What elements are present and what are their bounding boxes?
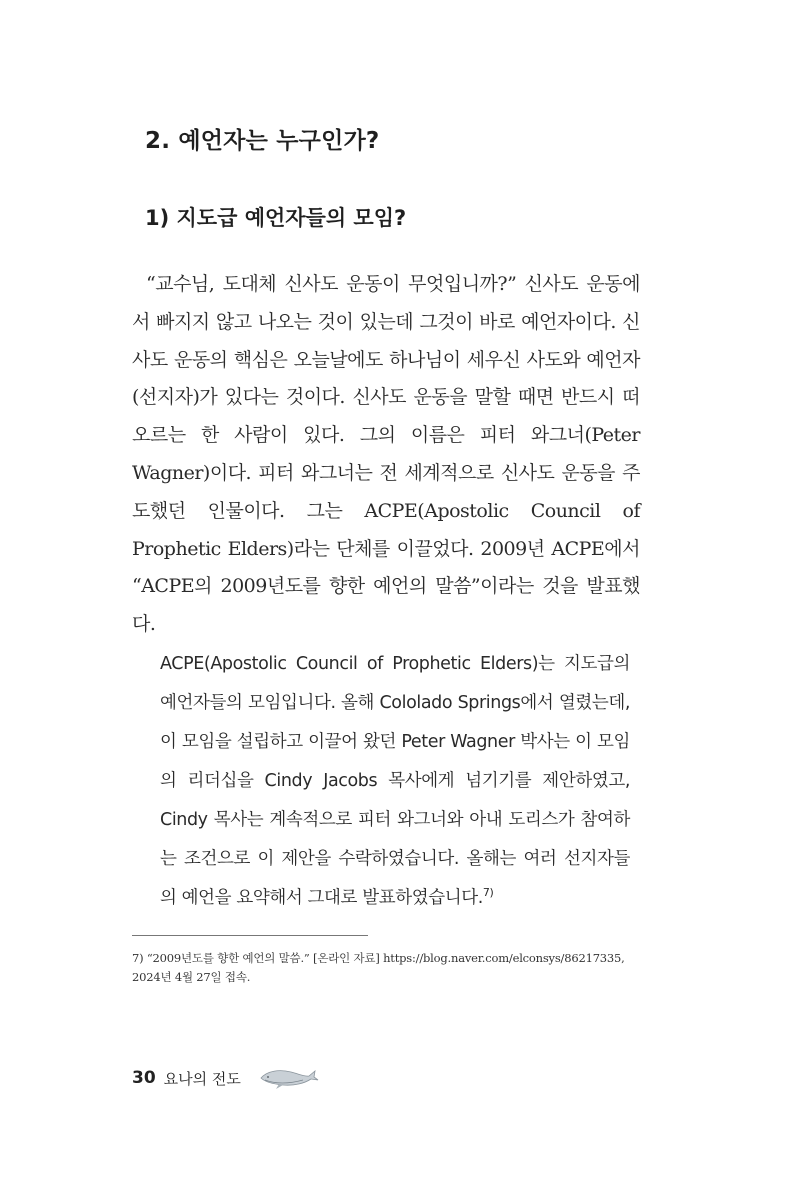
block-quote-text: ACPE(Apostolic Council of Prophetic Elders)는 지도급의 예언자들의 모임입니다. 올해 Cololado Springs에서 열렸는데, 이 모임을 설립하고 이끌어 왔던 Peter Wagner 박사는 이 모임의 리더십을 Cindy Jacobs 목사에게 넘기기를 제안하였고, Cindy 목사는 계속적으로 피터 와그너와 아내 도리스가 참여하는 조건으로 이 제안을 수락하였습니다. 올해는 여러 선지자들의 예언을 요약해서 그대로 발표하였습니다.	[160, 654, 630, 908]
body-paragraph-text: “교수님, 도대체 신사도 운동이 무엇입니까?” 신사도 운동에서 빠지지 않고 나오는 것이 있는데 그것이 바로 예언자이다. 신사도 운동의 핵심은 오늘날에도 하나님이 세우신 사도와 예언자(선지자)가 있다는 것이다. 신사도 운동을 말할 때면 반드시 떠오르는 한 사람이 있다. 그의 이름은 피터 와그너(Peter Wagner)이다. 피터 와그너는 전 세계적으로 신사도 운동을 주도했던 인물이다. 그는 ACPE(Apostolic Council of Prophetic Elders)라는 단체를 이끌었다. 2009년 ACPE에서 “ACPE의 2009년도를 향한 예언의 말씀”이라는 것을 발표했다.	[132, 273, 640, 636]
page-footer	[132, 1065, 319, 1091]
running-title: 요나의 전도	[163, 1069, 241, 1088]
block-quote	[160, 645, 630, 918]
section-heading: 2. 예언자는 누구인가?	[145, 128, 380, 154]
footnote: 7) “2009년도를 향한 예언의 말씀.” [온라인 자료] https://blog.naver.com/elconsys/86217335, 2024년 4월 27일 접속.	[132, 951, 625, 984]
footnote-reference[interactable]: 7)	[482, 886, 494, 900]
footnote-divider	[132, 935, 368, 936]
body-paragraph	[132, 266, 640, 644]
whale-icon	[259, 1065, 319, 1091]
subsection-heading: 1) 지도급 예언자들의 모임?	[145, 206, 407, 230]
page-number: 30	[132, 1068, 156, 1088]
